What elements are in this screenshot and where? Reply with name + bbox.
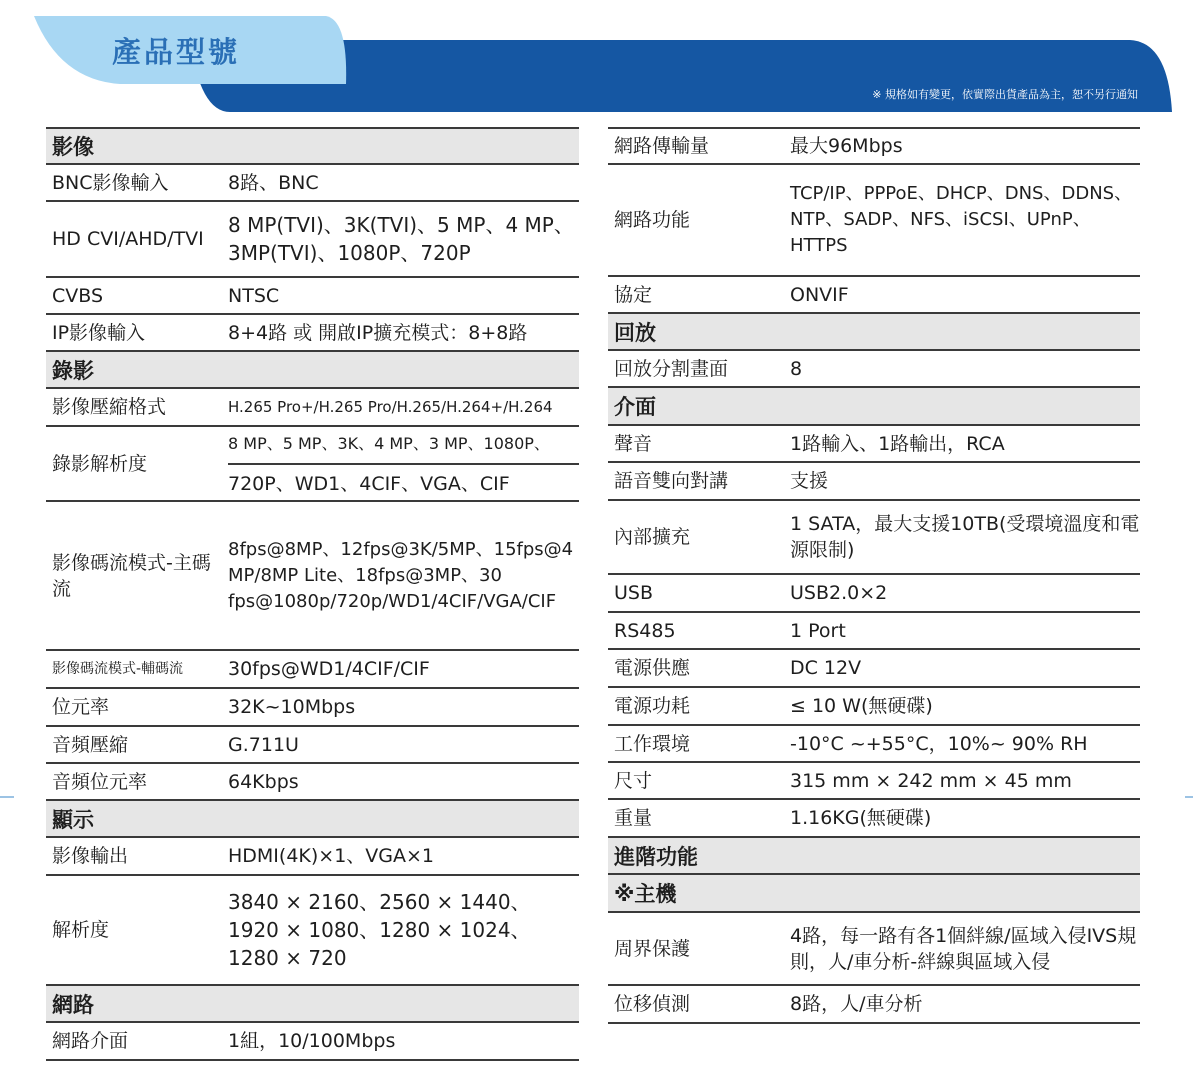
section-row [608, 314, 1140, 351]
spec-value: 8 MP(TVI)、3K(TVI)、5 MP、4 MP、3MP(TVI)、1080P、720P [228, 213, 574, 265]
section-title: 錄影 [52, 358, 94, 383]
right-edge-mark [1185, 796, 1193, 798]
spec-row [46, 727, 579, 764]
spec-value: 3840 × 2160、2560 × 1440、1920 × 1080、1280 × 1024、1280 × 720 [228, 890, 531, 970]
spec-label: 音頻位元率 [52, 770, 148, 793]
spec-row [608, 351, 1140, 388]
spec-row [608, 913, 1140, 986]
spec-label: 回放分割畫面 [614, 357, 729, 380]
spec-value: G.711U [228, 733, 299, 756]
spec-label: 錄影解析度 [52, 452, 148, 475]
spec-label: 影像碼流模式-輔碼流 [52, 661, 184, 677]
spec-row [608, 986, 1140, 1024]
spec-label: 音頻壓縮 [52, 733, 129, 756]
spec-value: 32K~10Mbps [228, 696, 356, 718]
spec-label: RS485 [614, 619, 676, 642]
spec-label: 協定 [614, 283, 653, 306]
section-row [46, 352, 579, 389]
spec-label: 語音雙向對講 [614, 470, 729, 492]
spec-value: 8fps@8MP、12fps@3K/5MP、15fps@4 MP/8MP Lite、18fps@3MP、30 fps@1080p/720p/WD1/4CIF/VGA/CIF [228, 538, 574, 612]
spec-label: 影像壓縮格式 [52, 396, 167, 418]
spec-value: 8 [790, 357, 803, 380]
spec-label: 周界保護 [614, 937, 691, 960]
spec-row [46, 389, 579, 427]
spec-value-top: 8 MP、5 MP、3K、4 MP、3 MP、1080P、 [228, 425, 579, 465]
spec-value: 1.16KG(無硬碟) [790, 807, 932, 829]
spec-label: 重量 [614, 807, 653, 829]
spec-table-left [46, 127, 579, 1061]
spec-label: 解析度 [52, 919, 110, 941]
spec-label: 位移偵測 [614, 993, 691, 1015]
spec-row [46, 876, 579, 986]
spec-value: 1 Port [790, 619, 846, 642]
spec-row [608, 501, 1140, 575]
spec-row [608, 800, 1140, 838]
spec-value: ONVIF [790, 283, 849, 306]
spec-value: 30fps@WD1/4CIF/CIF [228, 658, 430, 680]
spec-value: TCP/IP、PPPoE、DHCP、DNS、DDNS、NTP、SADP、NFS、iSCSI、UPnP、HTTPS [790, 183, 1133, 256]
spec-value: 8+4路 或 開啟IP擴充模式：8+8路 [228, 321, 528, 344]
section-title: 進階功能 [614, 844, 698, 869]
spec-row [608, 165, 1140, 277]
section-row [46, 801, 579, 838]
spec-value: DC 12V [790, 657, 862, 679]
spec-row [46, 838, 579, 876]
spec-row [608, 613, 1140, 650]
disclaimer-note: ※ 規格如有變更，依實際出貨產品為主，恕不另行通知 [872, 88, 1138, 101]
spec-row [608, 688, 1140, 726]
spec-value: 4路，每一路有各1個絆線/區域入侵IVS規則，人/車分析-絆線與區域入侵 [790, 924, 1137, 973]
spec-value: -10°C ~+55°C，10%~ 90% RH [790, 732, 1088, 755]
left-edge-mark [0, 796, 14, 798]
spec-value: NTSC [228, 284, 280, 307]
spec-value: 64Kbps [228, 770, 299, 793]
spec-row [46, 315, 579, 352]
section-title: 介面 [614, 395, 656, 419]
spec-value: 最大96Mbps [790, 135, 903, 157]
spec-row [608, 463, 1140, 501]
spec-value: 1 SATA，最大支援10TB(受環境溫度和電源限制) [790, 513, 1140, 561]
spec-row [46, 1023, 579, 1061]
section-row [46, 986, 579, 1023]
page-title: 產品型號 [112, 35, 241, 69]
spec-value-bottom: 720P、WD1、4CIF、VGA、CIF [228, 472, 510, 495]
spec-row [608, 650, 1140, 688]
section-row [608, 838, 1140, 875]
spec-value: 1路輸入、1路輸出，RCA [790, 432, 1005, 455]
spec-label: 網路介面 [52, 1030, 129, 1052]
spec-label: 位元率 [52, 696, 110, 718]
spec-table-right [608, 127, 1140, 1024]
spec-row [46, 278, 579, 315]
spec-row [608, 763, 1140, 800]
spec-label: IP影像輸入 [52, 321, 146, 344]
spec-label: 聲音 [614, 432, 653, 455]
spec-label: 電源功耗 [614, 695, 691, 717]
spec-value: H.265 Pro+/H.265 Pro/H.265/H.264+/H.264 [228, 398, 553, 416]
spec-value: HDMI(4K)×1、VGA×1 [228, 845, 435, 867]
section-title: ※主機 [614, 882, 677, 906]
section-row [608, 875, 1140, 913]
spec-row [608, 277, 1140, 314]
section-title: 影像 [52, 135, 94, 159]
spec-row [46, 165, 579, 202]
spec-value: 1組，10/100Mbps [228, 1030, 396, 1052]
section-title: 顯示 [52, 807, 94, 832]
spec-row [46, 427, 579, 502]
section-row [46, 127, 579, 165]
spec-label: 影像輸出 [52, 845, 129, 867]
spec-row [46, 202, 579, 278]
spec-row [608, 127, 1140, 165]
spec-value: 315 mm × 242 mm × 45 mm [790, 769, 1072, 792]
spec-value: 支援 [790, 470, 829, 492]
spec-label: 內部擴充 [614, 526, 691, 548]
spec-row [46, 689, 579, 727]
spec-value: USB2.0×2 [790, 582, 888, 604]
spec-row [46, 651, 579, 689]
spec-row [46, 502, 579, 651]
spec-label: 網路傳輸量 [614, 135, 710, 157]
section-title: 回放 [614, 320, 656, 345]
spec-row [608, 726, 1140, 763]
spec-label: USB [614, 582, 654, 604]
spec-row [46, 764, 579, 801]
spec-value: 8路，人/車分析 [790, 993, 923, 1015]
spec-label: 影像碼流模式-主碼流 [52, 551, 211, 600]
spec-label: BNC影像輸入 [52, 171, 169, 194]
spec-row [608, 575, 1140, 613]
spec-row [608, 426, 1140, 463]
spec-label: 網路功能 [614, 209, 691, 231]
spec-label: CVBS [52, 284, 104, 307]
spec-label: 工作環境 [614, 732, 691, 755]
section-row [608, 388, 1140, 426]
section-title: 網路 [52, 992, 94, 1017]
spec-label: 電源供應 [614, 657, 691, 679]
spec-value: 8路、BNC [228, 171, 319, 194]
spec-label: HD CVI/AHD/TVI [52, 228, 204, 250]
spec-value: ≤ 10 W(無硬碟) [790, 695, 933, 717]
spec-value-split [228, 427, 579, 500]
spec-label: 尺寸 [614, 769, 653, 792]
